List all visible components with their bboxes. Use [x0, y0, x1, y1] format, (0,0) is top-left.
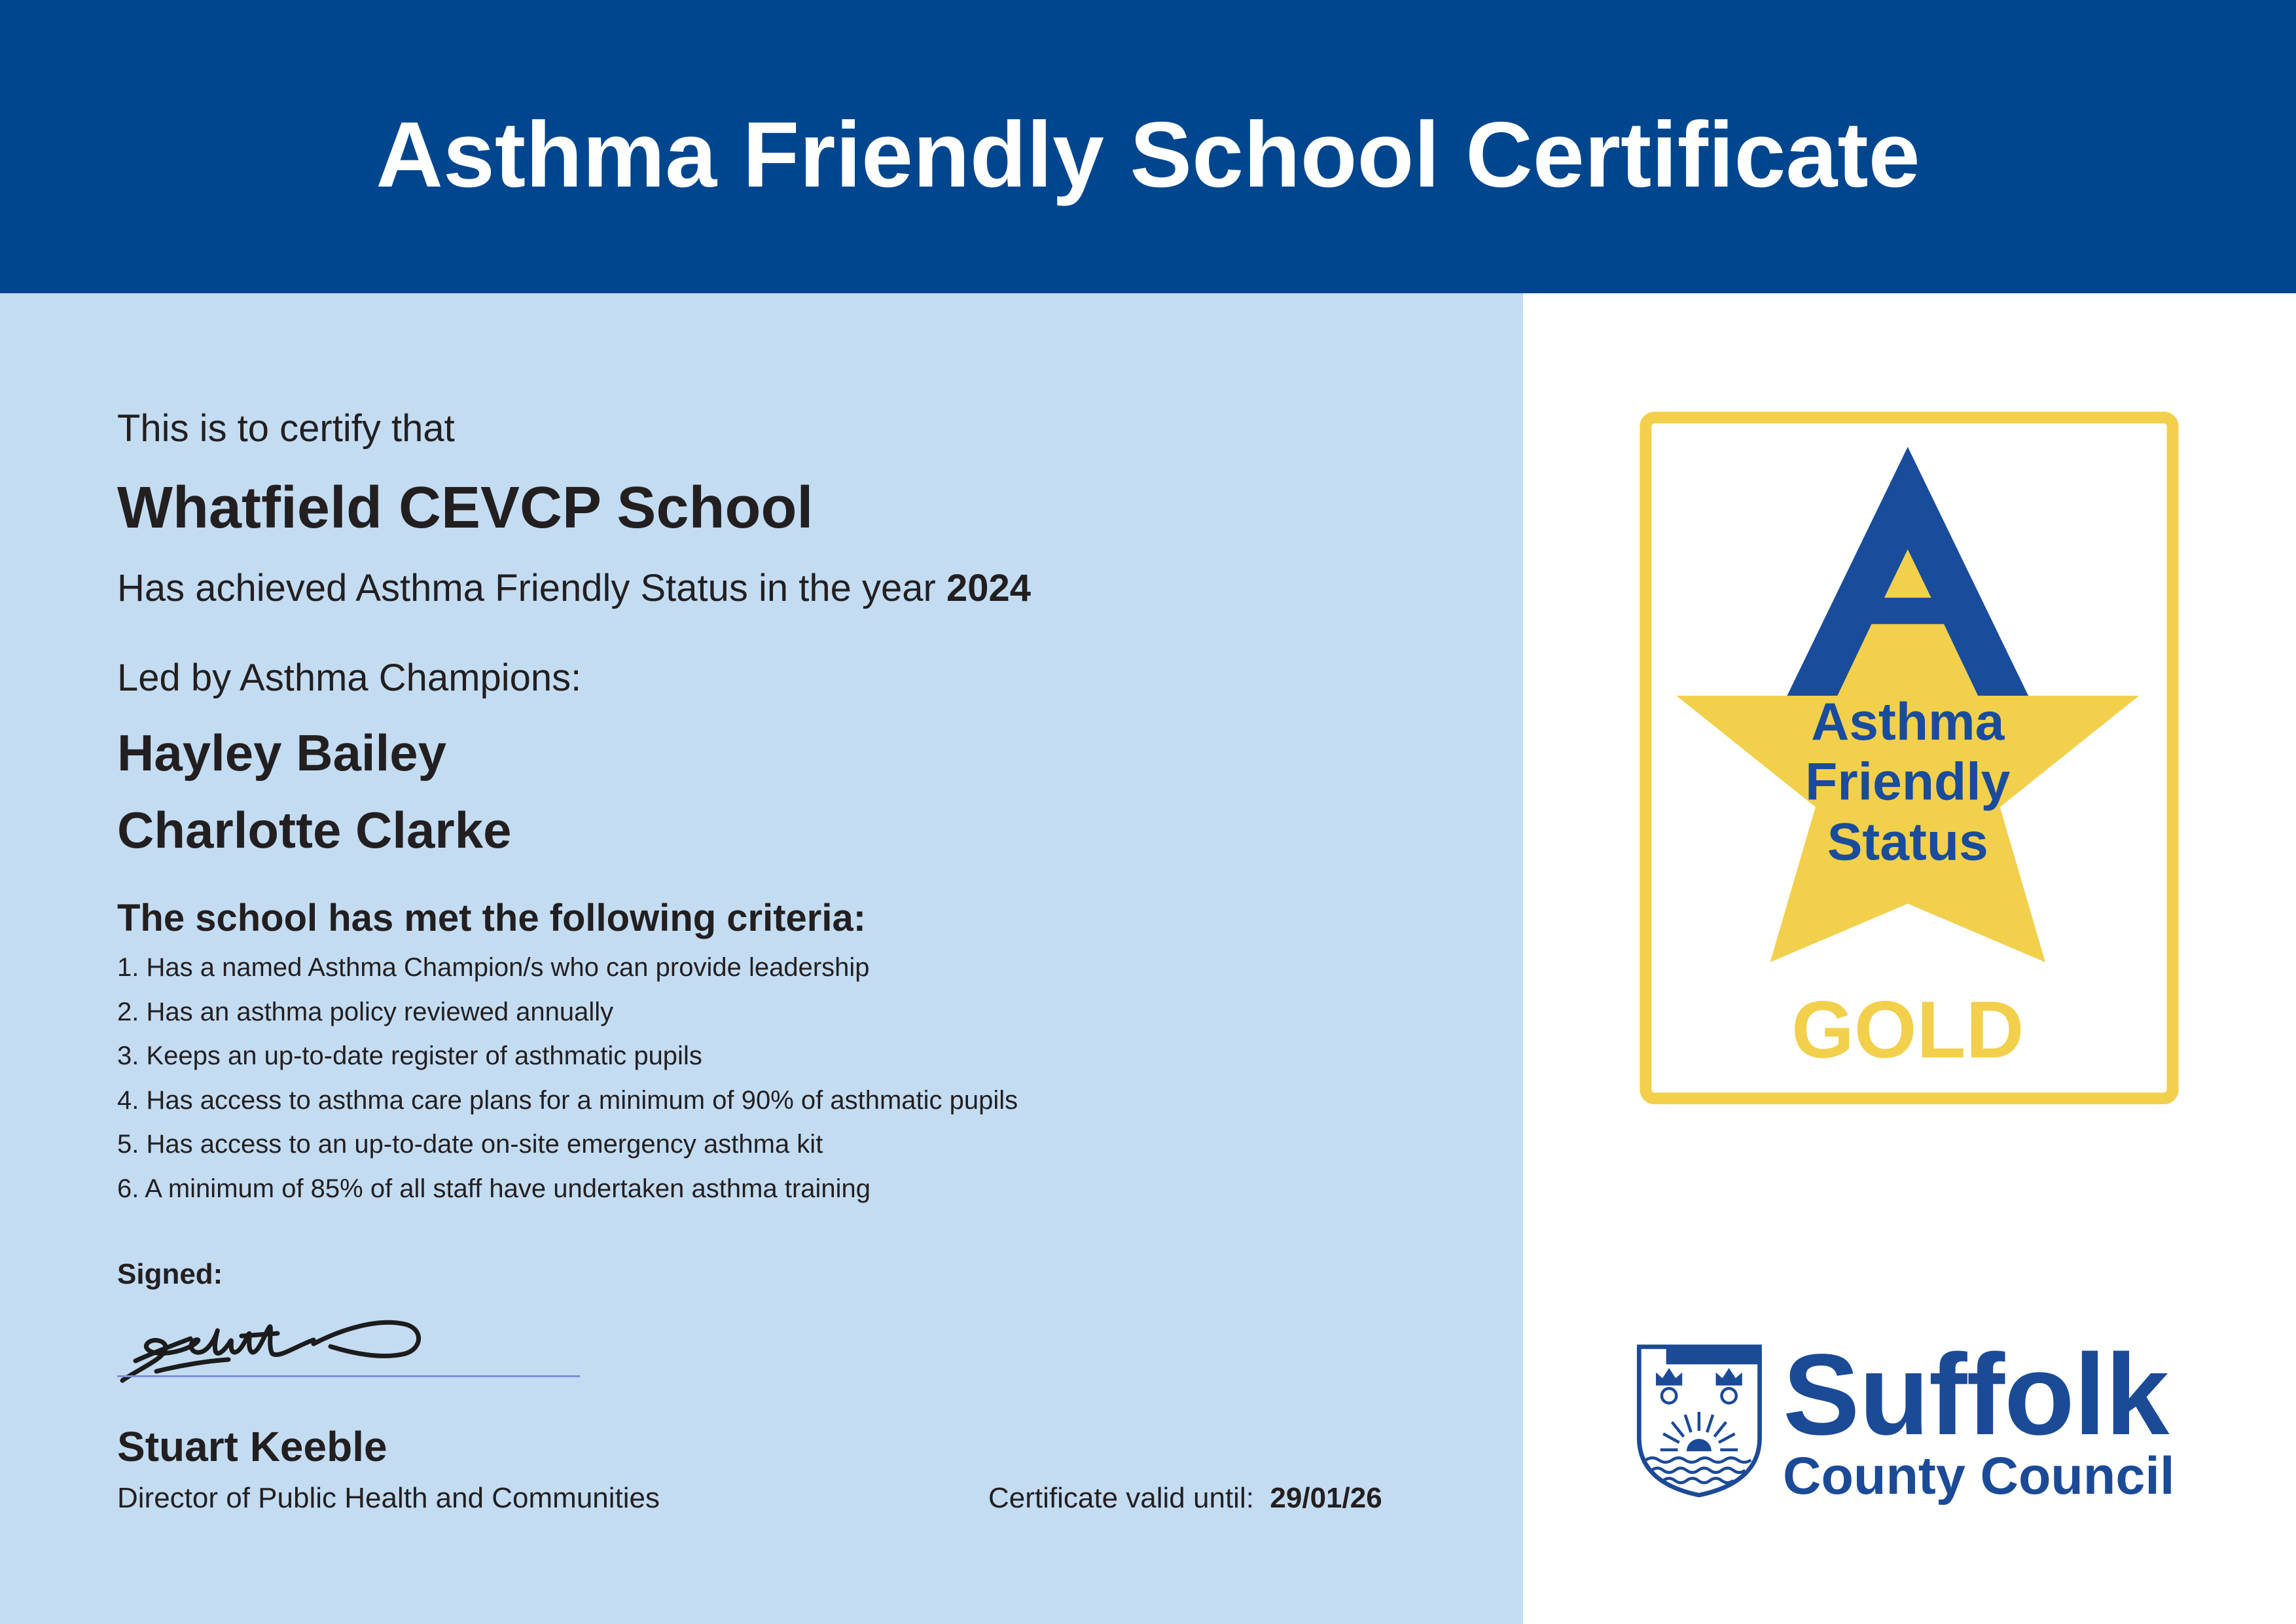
signature-stroke: [314, 1322, 419, 1356]
school-name: Whatfield CEVCP School: [117, 475, 814, 541]
signatory-title: Director of Public Health and Communities: [117, 1482, 660, 1514]
signature-line: [117, 1375, 580, 1377]
crest-head-right: [1721, 1388, 1736, 1403]
logo-subtitle: County Council: [1783, 1447, 2175, 1506]
signature-stroke: [242, 1333, 278, 1336]
wave-line: [1645, 1458, 1751, 1462]
criteria-item: 6. A minimum of 85% of all staff have undertaken asthma training: [117, 1174, 871, 1203]
wave-line: [1663, 1478, 1733, 1483]
valid-until-date: 29/01/26: [1270, 1482, 1382, 1514]
criteria-list: [117, 946, 1018, 1212]
certificate-details-panel: [0, 293, 1523, 1624]
criteria-heading: The school has met the following criteria:: [117, 897, 867, 939]
wave-line: [1651, 1468, 1745, 1473]
header-banner: [0, 0, 2296, 293]
badge-line-asthma: Asthma: [1811, 693, 2005, 752]
criteria-item: 3. Keeps an up-to-date register of asthmatic pupils: [117, 1041, 702, 1071]
logo-name: Suffolk: [1783, 1331, 2169, 1459]
champion-name: Hayley Bailey: [117, 724, 447, 782]
badge-panel: [1523, 293, 2296, 1624]
achievement-text: Has achieved Asthma Friendly Status in the year: [117, 567, 936, 609]
criteria-item: 5. Has access to an up-to-date on-site emergency asthma kit: [117, 1130, 823, 1159]
asthma-friendly-gold-badge: [1640, 412, 2179, 1104]
crown-icon: [1656, 1368, 1682, 1386]
valid-until-label: Certificate valid until:: [988, 1482, 1254, 1514]
crest-icon: [1637, 1344, 1763, 1500]
badge-line-friendly: Friendly: [1805, 752, 2011, 812]
sun-icon: [1687, 1439, 1712, 1451]
badge-level: GOLD: [1791, 985, 2024, 1075]
signature-strokes: [122, 1322, 419, 1380]
crest-chief: [1666, 1347, 1760, 1365]
intro-text: This is to certify that: [117, 407, 455, 450]
signed-label: Signed:: [117, 1258, 223, 1290]
validity: [988, 1484, 1382, 1513]
criteria-item: 4. Has access to asthma care plans for a minimum of 90% of asthmatic pupils: [117, 1085, 1018, 1115]
achievement-line: [117, 569, 1031, 607]
criteria-item: 1. Has a named Asthma Champion/s who can provide leadership: [117, 953, 870, 982]
signatory-name: Stuart Keeble: [117, 1423, 387, 1470]
crown-icon: [1716, 1368, 1742, 1386]
champion-name: Charlotte Clarke: [117, 801, 512, 859]
certificate-title: Asthma Friendly School Certificate: [376, 103, 1920, 207]
criteria-item: 2. Has an asthma policy reviewed annually: [117, 997, 614, 1026]
achievement-year: 2024: [946, 567, 1031, 609]
crest-head-left: [1662, 1388, 1676, 1403]
signature-stroke: [156, 1360, 228, 1371]
badge-line-status: Status: [1827, 812, 1988, 872]
champions-label: Led by Asthma Champions:: [117, 657, 582, 699]
